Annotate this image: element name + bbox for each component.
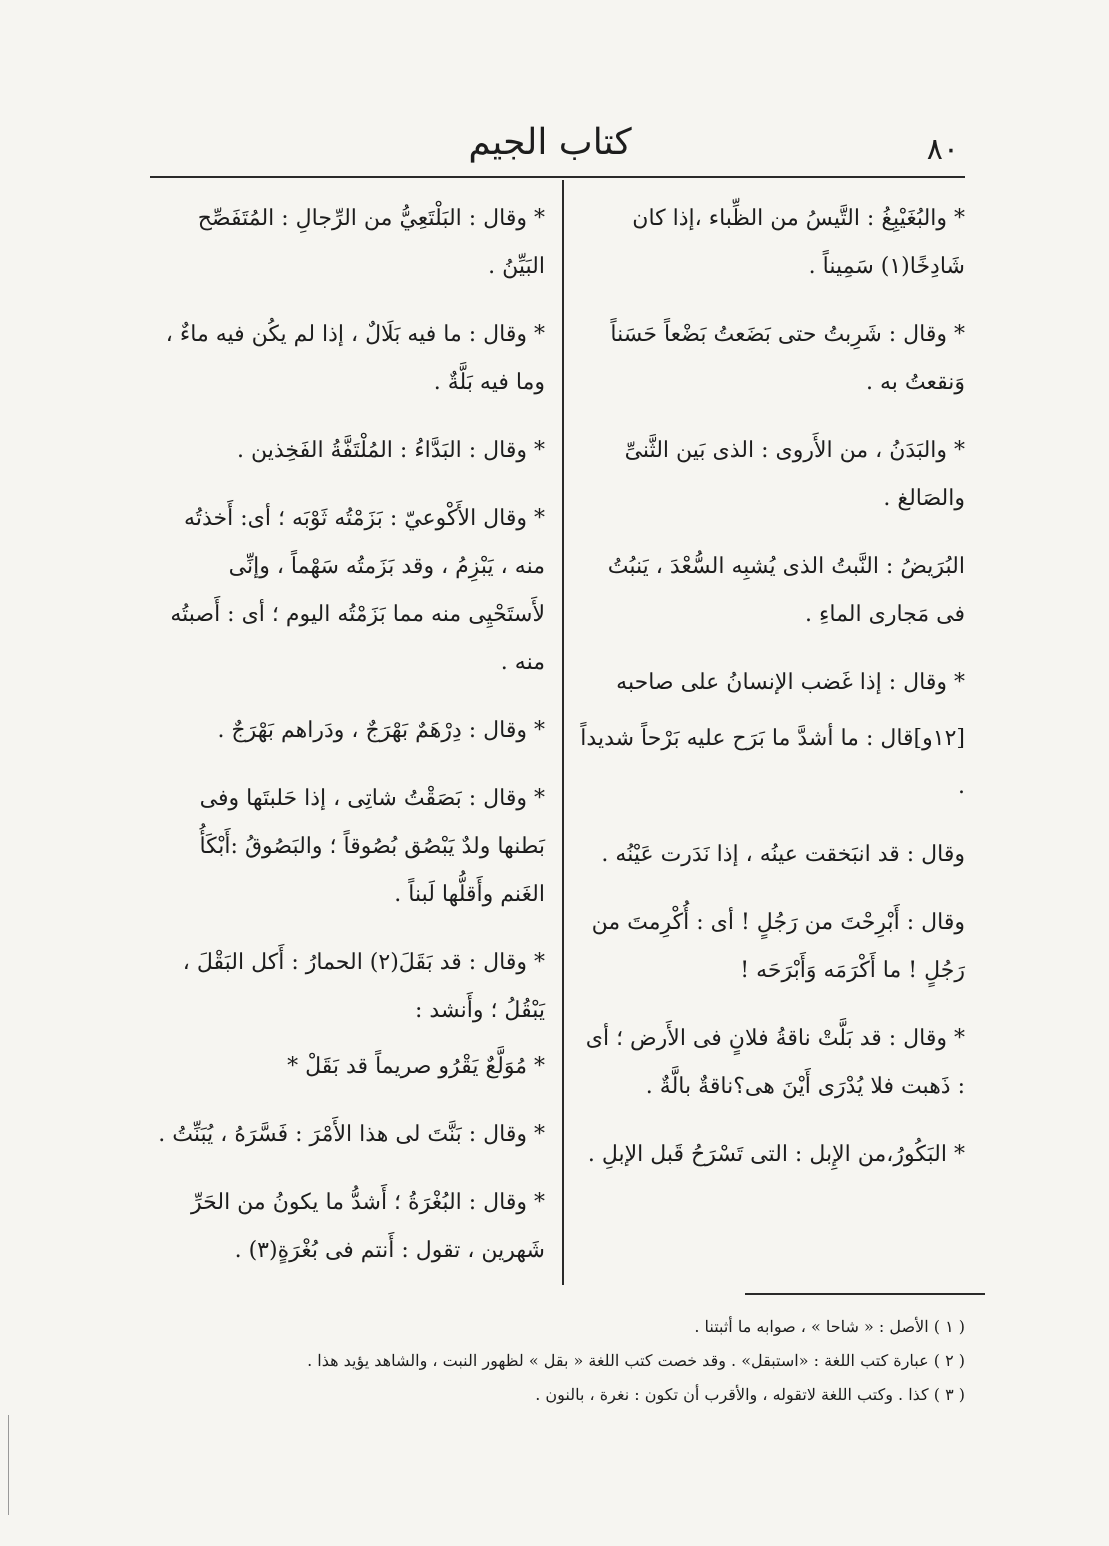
column-divider	[562, 180, 564, 1285]
entry: البُرَيضُ : النَّبتُ الذى يُشبِه السُّعْدَ ، يَنبُتُ فى مَجارى الماءِ .	[607, 554, 965, 627]
entry: * وقال : البَدَّاءُ : المُلْتَفَّةُ الفَخِذين .	[237, 438, 545, 463]
entry: * وقال : ما فيه بَلَالٌ ، إذا لم يكُن فيه ماءٌ ، وما فيه بَلَّةٌ .	[165, 322, 545, 395]
entry: * والبُغَيْبِغُ : التَّيسُ من الظِّباء ،إذا كان شَادِخًا(١) سَمِيناً .	[632, 206, 965, 279]
right-column	[580, 195, 965, 1199]
footnote-rule	[745, 1293, 985, 1295]
entry: * وقال : قد بَقَلَ(٢) الحمارُ : أَكل البَقْلَ ، يَبْقُلُ ؛ وأَنشد :	[182, 950, 545, 1023]
entry: * وقال : شَرِبتُ حتى بَضَعتُ بَضْعاً حَسَناً وَنقعتُ به .	[610, 322, 965, 395]
page-number: ٨٠	[926, 132, 959, 167]
entry: * وقال : بَصَقْتُ شاتِى ، إذا حَلبتَها وفى بَطنها ولدٌ يَبْصُق بُصُوقاً ؛ والبَصُوقُ :أَبْكَأُ الغَنم وأَقلُّها لَبناً .	[199, 786, 545, 907]
scan-margin-mark	[8, 1415, 9, 1515]
entry: * وقال الأَكْوعيّ : بَزَمْتُه ثَوْبَه ؛ أى: أَخذتُه منه ، يَبْزِمُ ، وقد بَزَمتُه سَهْماً ، وإنِّى لأَستَحْيِى منه مما بَزَمْتُه اليوم ؛ أى : أَصبتُه منه .	[170, 506, 545, 675]
entry: * البَكُورُ،من الإِبل : التى تَسْرَحُ قَبل الإبلِ .	[587, 1142, 965, 1167]
entry: * وقال : إذا غَضب الإنسانُ على صاحبه	[616, 670, 965, 695]
entry: * وقال : دِرْهَمٌ بَهْرَجٌ ، ودَراهم بَهْرَجٌ .	[217, 718, 545, 743]
footnote: ( ١ ) الأصل : « شاحا » ، صوابه ما أثبتنا .	[694, 1317, 965, 1336]
verse-line: * مُوَلَّعٌ يَقْرُو صريماً قد بَقَلْ *	[287, 1054, 545, 1079]
footnote: ( ٢ ) عبارة كتب اللغة : «استبقل» . وقد خصت كتب اللغة « بقل » لظهور النبت ، والشاهد يؤيد هذا .	[307, 1351, 965, 1370]
header-rule	[150, 176, 965, 178]
entry: * وقال : قد بَلَّتْ ناقةُ فلانٍ فى الأَرض ؛ أى : ذَهبت فلا يُدْرَى أَيْنَ هى؟ناقةٌ بالَّةٌ .	[585, 1026, 965, 1099]
entry: [١٢و]قال : ما أشدَّ ما بَرَح عليه بَرْحاً شديداً .	[580, 726, 965, 799]
entry: * وقال : بَنَّتَ لى هذا الأَمْرَ : فَسَّرَهُ ، يُبَنِّتُ .	[158, 1122, 545, 1147]
entry: * والبَدَنُ ، من الأَروى : الذى بَين الثَّنىِّ والصَالغ .	[624, 438, 965, 511]
entry: وقال : أَبْرِحْتَ من رَجُلٍ ! أى : أُكْرِمتَ من رَجُلٍ ! ما أَكْرَمَه وَأَبْرَحَه !	[591, 910, 965, 983]
footnote: ( ٣ ) كذا . وكتب اللغة لاتقوله ، والأقرب أن تكون : نغرة ، بالنون .	[535, 1385, 965, 1404]
entry: وقال : قد انبَخقت عينُه ، إذا نَدَرت عَيْنُه .	[601, 842, 965, 867]
left-column	[155, 195, 545, 1295]
footnotes	[150, 1310, 965, 1412]
running-title: كتاب الجيم	[468, 122, 632, 163]
entry: * وقال : البُغْرَةُ ؛ أَشدُّ ما يكونُ من الحَرِّ شَهرين ، تقول : أَنتم فى بُغْرَةٍ(٣) .	[191, 1190, 545, 1263]
entry: * وقال : البَلْتَعِيُّ من الرِّجالِ : المُتَفَصِّح البَيِّنُ .	[197, 206, 545, 279]
